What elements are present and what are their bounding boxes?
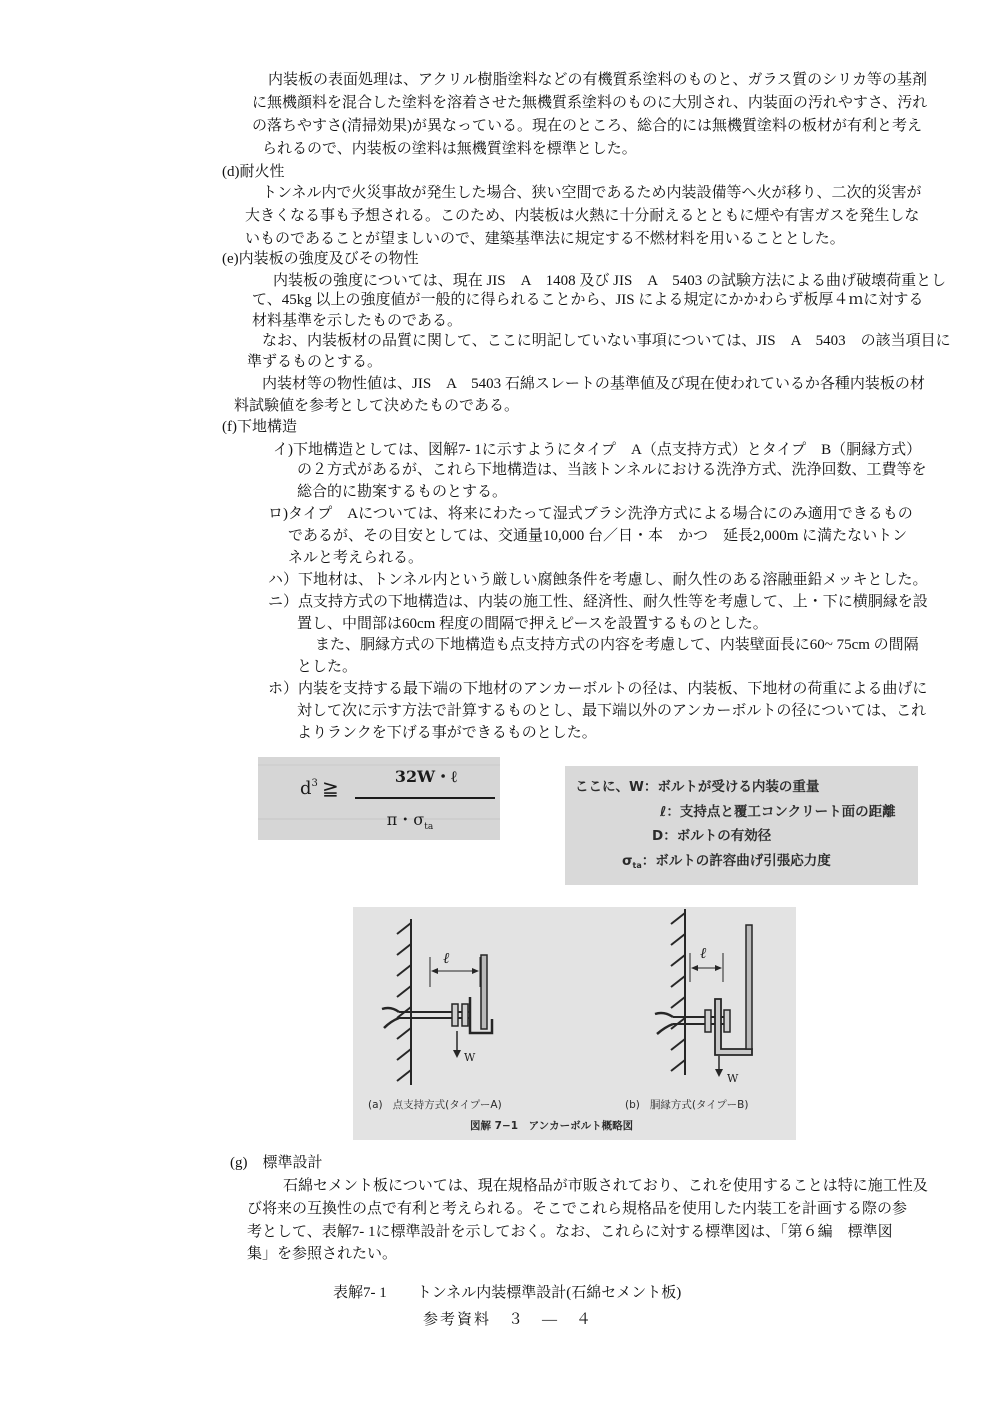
list-item-line: ニ）点支持方式の下地構造は、内装の施工性、経済性、耐久性等を考慮して、上・下に横胴縁を設 — [268, 594, 928, 610]
panel-label: (b) — [625, 1099, 640, 1111]
body-text-line: て、45kg 以上の強度値が一般的に得られることから、JIS による規定にかかわらず板厚４ｍに対する — [252, 292, 924, 308]
section-heading-fire-resistance: (d)耐火性 — [222, 164, 285, 180]
dimension-label: ℓ — [443, 949, 450, 967]
body-text-line: トンネル内で火災事故が発生した場合、狭い空間であるため内装設備等へ火が移り、二次的災害が — [262, 185, 922, 201]
legend-description: ：ボルトが受ける内装の重量 — [643, 779, 820, 795]
list-item-line: ハ）下地材は、トンネル内という厳しい腐蝕条件を考慮し、耐久性のある溶融亜鉛メッキとした。 — [268, 572, 928, 588]
body-text-line: 集」を参照されたい。 — [247, 1246, 398, 1262]
body-text-line: び将来の互換性の点で有利と考えられる。そこでこれら規格品を使用した内装工を計画する際の参 — [247, 1201, 908, 1217]
list-item-line: ホ）内装を支持する最下端の下地材のアンカーボルトの径は、内装板、下地材の荷重による曲げに — [268, 681, 928, 697]
body-text-line: なお、内装板材の品質に関して、ここに明記していない事項については、JIS A 5403 の該当項目に — [262, 333, 951, 349]
body-text-line: 石綿セメント板については、現在規格品が市販されており、これを使用することは特に施工性及 — [283, 1178, 928, 1194]
legend-description: ：支持点と覆工コンクリート面の距離 — [666, 804, 896, 820]
legend-item-stress — [622, 852, 831, 870]
section-heading-strength: (e)内装板の強度及びその物性 — [222, 251, 419, 267]
section-heading-substructure: (f)下地構造 — [222, 419, 297, 435]
interior-panel — [481, 955, 487, 1029]
list-item-line: また、胴縁方式の下地構造も点支持方式の内容を考慮して、内装壁面長に60~ 75cm の間隔 — [315, 637, 919, 653]
formula-lhs: $d^3$ — [300, 778, 318, 799]
formula-image — [258, 757, 500, 840]
page-footer: 参考資料 ３ ― ４ — [423, 1312, 594, 1328]
body-text-line: 材料基準を示したものである。 — [252, 313, 463, 329]
table-caption: 表解7- 1 トンネル内装標準設計(石綿セメント板) — [333, 1285, 682, 1301]
body-text-line: いものであることが望ましいので、建築基準法に規定する不燃材料を用いることとした。 — [245, 231, 845, 247]
legend-item-distance — [659, 803, 896, 820]
variable-legend-image — [565, 766, 918, 885]
nut — [462, 1004, 468, 1026]
list-item-line: の２方式があるが、これら下地構造は、当該トンネルにおける洗浄方式、洗浄回数、工費等を — [297, 462, 927, 478]
body-text-line: 内装板の強度については、現在 JIS A 1408 及び JIS A 5403 の試験方法による曲げ破壊荷重とし — [273, 273, 947, 289]
nut — [705, 1010, 711, 1032]
formula-exponent: 3 — [311, 778, 318, 789]
body-text-line: 料試験値を参考として決めたものである。 — [234, 398, 520, 414]
body-text-line: の落ちやすさ(清掃効果)が異なっている。現在のところ、総合的には無機質塗料の板材が有利と考え — [252, 118, 922, 134]
dimension-label: ℓ — [700, 944, 707, 962]
body-text-line: 内装材等の物性値は、JIS A 5403 石綿スレートの基準値及び現在使われているか各種内装板の材 — [262, 376, 925, 392]
nut — [452, 1004, 458, 1026]
formula-numerator: 32W・ℓ — [394, 767, 458, 786]
nut — [724, 1010, 730, 1032]
list-item-line: よりランクを下げる事ができるものとした。 — [297, 725, 597, 741]
body-text-line: られるので、内装板の塗料は無機質塗料を標準とした。 — [262, 141, 637, 157]
panel-caption: 胴縁方式(タイプーB) — [649, 1099, 749, 1111]
panel-caption: 点支持方式(タイプーA) — [392, 1099, 502, 1111]
legend-prefix: ここに、 — [575, 779, 629, 795]
body-text-line: 大きくなる事も予想される。このため、内装板は火熱に十分耐えるとともに煙や有害ガスを発生しな — [245, 208, 920, 224]
anchor-bolt-figure — [353, 907, 796, 1140]
list-item-line: ネルと考えられる。 — [288, 550, 424, 566]
figure-title: 図解 7−1 アンカーボルト概略図 — [470, 1120, 634, 1132]
list-item-line: であるが、その目安としては、交通量10,000 台／日・本 かつ 延長2,000m に満たないトン — [288, 528, 908, 544]
legend-description: ：ボルトの許容曲げ引張応力度 — [641, 853, 831, 869]
legend-symbol: D — [652, 828, 664, 844]
legend-symbol: W — [629, 779, 644, 795]
legend-symbol: σ — [622, 853, 633, 869]
body-text-line: 準ずるものとする。 — [247, 354, 383, 370]
body-text-line: 内装板の表面処理は、アクリル樹脂塗料などの有機質系塗料のものと、ガラス質のシリカ等の基剤 — [268, 72, 927, 88]
formula-relation: ≧ — [322, 776, 339, 800]
list-item-line: 対して次に示す方法で計算するものとし、最下端以外のアンカーボルトの径については、これ — [297, 703, 927, 719]
panel-label: (a) — [368, 1099, 383, 1111]
list-item-line: イ)下地構造としては、図解7- 1に示すようにタイプ A（点支持方式）とタイプ B（胴縁方式） — [273, 442, 922, 458]
formula-denominator: π・$\sigma_{ta}$ — [386, 810, 434, 832]
interior-panel — [746, 925, 752, 1049]
legend-item-weight — [575, 778, 820, 795]
body-text-line: 考として、表解7- 1に標準設計を示しておく。なお、これらに対する標準図は、「第６編 標準図 — [247, 1224, 893, 1240]
list-item-line: 総合的に勘案するものとする。 — [297, 484, 508, 500]
list-item-line: 置し、中間部は60cm 程度の間隔で押えピースを設置するものとした。 — [297, 616, 768, 632]
legend-subscript: ta — [632, 861, 642, 870]
legend-description: ：ボルトの有効径 — [663, 828, 772, 844]
body-text-line: に無機顔料を混合した塗料を溶着させた無機質系塗料のものに大別され、内装面の汚れやすさ、汚れ — [252, 95, 928, 111]
load-label: W — [727, 1072, 739, 1085]
formula-denominator-subscript: ta — [424, 822, 434, 832]
section-heading-standard-design: (g) 標準設計 — [230, 1155, 323, 1171]
list-item-line: とした。 — [297, 659, 358, 675]
legend-item-diameter — [652, 827, 772, 844]
list-item-line: ロ)タイプ Aについては、将来にわたって湿式ブラシ洗浄方式による場合にのみ適用できるもの — [268, 506, 913, 522]
legend-symbol: ℓ — [660, 804, 667, 820]
load-label: W — [464, 1051, 476, 1064]
